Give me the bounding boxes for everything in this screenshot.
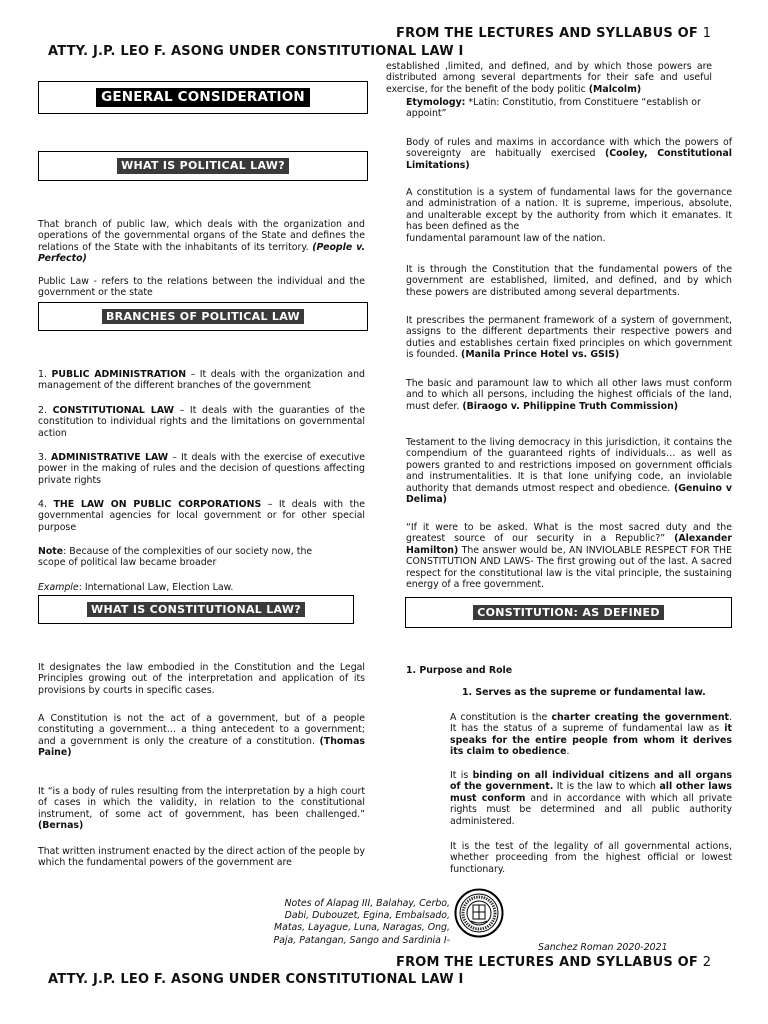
citation-people-v-perfecto: (People v. Perfecto) <box>38 241 366 265</box>
example-label: Example <box>38 582 79 593</box>
paragraph-etymology: Etymology: *Latin: Constitutio, from Constituere “establish or appoint” <box>406 97 701 120</box>
page-number-bottom: 2 <box>702 955 712 970</box>
heading-box-general <box>38 81 368 114</box>
branch-title: ADMINISTRATIVE LAW <box>51 452 169 463</box>
citation-bernas: (Bernas) <box>38 820 84 832</box>
note-label: Note <box>38 546 64 557</box>
paragraph-charter: A constitution is the charter creating the government. It has the status of a supreme of fundamental law as it speaks for the entire people from whom it derives its claim to obedience. <box>450 712 733 758</box>
paragraph-bernas: It “is a body of rules resulting from the interpretation by a high court of cases in which the validity, in relation to the constitutional instrument, of some act of government, has been challenged.” (Bernas) <box>38 786 365 832</box>
branch-item-4: 4. THE LAW ON PUBLIC CORPORATIONS – It deals with the governmental agencies for local government or for other special purpose <box>38 499 365 533</box>
paragraph-paramount: The basic and paramount law to which all other laws must conform and to which all persons, including the highest officials of the land, must defer. (Biraogo v. Philippine Truth Commission) <box>406 378 732 412</box>
header-top-line2: ATTY. J.P. LEO F. ASONG UNDER CONSTITUTIONAL LAW I <box>48 44 464 59</box>
branch-title: PUBLIC ADMINISTRATION <box>51 369 187 380</box>
paragraph-written-instrument: That written instrument enacted by the direct action of the people by which the fundamental powers of the government are <box>38 846 365 869</box>
note-paragraph: Note: Because of the complexities of our society now, the scope of political law became broader <box>38 546 313 569</box>
branch-item-2: 2. CONSTITUTIONAL LAW – It deals with the guaranties of the constitution to individual rights and the limitations on governmental action <box>38 405 365 439</box>
citation-cooley: (Cooley, Constitutional Limitations) <box>406 148 732 171</box>
paragraph-testament: Testament to the living democracy in this jurisdiction, it contains the compendium of the guaranteed rights of individuals… as well as powers granted to and restrictions imposed on government officials and instrumentalities. It is that lone unifying code, an inviolable authority that demands utmost respect and obedience. (Genuino v Delima) <box>406 437 733 506</box>
paragraph-hamilton: “If it were to be asked. What is the most sacred duty and the greatest source of our security in a Republic?” (Alexander Hamilton) The answer would be, AN INVIOLABLE RESPECT FOR THE CONSTITUTION AND LAWS- The first growing out of the last. A sacred respect for the constitutional law is the vital principle, the sustaining energy of a free government. <box>406 522 732 591</box>
heading-box-branches <box>38 302 368 331</box>
paragraph-cooley: Body of rules and maxims in accordance with which the powers of sovereignty are habitually exercised (Cooley, Constitutional Limitations) <box>406 137 732 171</box>
header-bottom-text: FROM THE LECTURES AND SYLLABUS OF <box>396 955 699 970</box>
page-number-top: 1 <box>702 26 712 41</box>
heading-purpose-and-role: 1. Purpose and Role <box>406 665 513 676</box>
branch-title: CONSTITUTIONAL LAW <box>52 405 174 416</box>
branch-title: THE LAW ON PUBLIC CORPORATIONS <box>53 499 262 510</box>
paragraph-system-of-laws: A constitution is a system of fundamental laws for the governance and administration of a nation. It is supreme, imperious, absolute, and unalterable except by the authority from which it emanates. It has been defined as the fundamental paramount law of the nation. <box>406 187 732 244</box>
paragraph-public-law: Public Law - refers to the relations between the individual and the government or the state <box>38 276 365 299</box>
heading-what-is-constitutional-law: WHAT IS CONSTITUTIONAL LAW? <box>87 602 305 617</box>
header-top-text: FROM THE LECTURES AND SYLLABUS OF <box>396 26 699 41</box>
header-bottom-line1 <box>396 955 711 971</box>
paragraph-malcolm: established ,limited, and defined, and by which those powers are distributed among several departments for their safe and useful exercise, for the benefit of the body politic (Malcolm) <box>386 61 712 95</box>
heading-box-constitutional-law <box>38 595 354 624</box>
paragraph-test-of-legality: It is the test of the legality of all governmental actions, whether proceeding from the highest official or lowest functionary. <box>450 841 732 875</box>
paragraph-prescribes: It prescribes the permanent framework of a system of government, assigns to the different departments their respective powers and duties and establishes certain fixed principles on which government is founded. (Manila Prince Hotel vs. GSIS) <box>406 315 732 361</box>
citation-manila-prince: (Manila Prince Hotel vs. GSIS) <box>461 349 620 361</box>
citation-thomas-paine: (Thomas Paine) <box>38 735 365 759</box>
branch-item-1: 1. PUBLIC ADMINISTRATION – It deals with the organization and management of the different branches of the government <box>38 369 365 392</box>
branch-item-3: 3. ADMINISTRATIVE LAW – It deals with the exercise of executive power in the making of rules and the decision of questions affecting private rights <box>38 452 365 486</box>
heading-box-political-law <box>38 151 368 181</box>
header-bottom-line2: ATTY. J.P. LEO F. ASONG UNDER CONSTITUTIONAL LAW I <box>48 972 464 987</box>
university-seal-icon <box>454 888 504 938</box>
paragraph-political-law: That branch of public law, which deals with the organization and operations of the governmental organs of the State and defines the relations of the State with the inhabitants of its territory. (People v. Perfecto) <box>38 219 366 265</box>
heading-serves-supreme-law: 1. Serves as the supreme or fundamental law. <box>462 687 706 698</box>
citation-hamilton: (Alexander Hamilton) <box>406 533 732 556</box>
heading-constitution-as-defined: CONSTITUTION: AS DEFINED <box>473 605 664 620</box>
etymology-label: Etymology: <box>406 97 466 108</box>
heading-general-consideration: GENERAL CONSIDERATION <box>96 88 310 106</box>
paragraph-designates: It designates the law embodied in the Constitution and the Legal Principles growing out of the interpretation and application of its provisions by courts in specific cases. <box>38 662 365 696</box>
heading-box-constitution-defined <box>405 597 732 628</box>
citation-biraogo: (Biraogo v. Philippine Truth Commission) <box>462 400 679 412</box>
paragraph-through-constitution: It is through the Constitution that the fundamental powers of the government are established, limited, and defined, and by which these powers are distributed among several departments. <box>406 264 732 298</box>
example-paragraph: Example: International Law, Election Law. <box>38 582 234 593</box>
paragraph-thomas-paine: A Constitution is not the act of a government, but of a people constituting a government… a thing antecedent to a government; and a government is only the creature of a constitution. (Thomas Paine) <box>38 713 365 759</box>
citation-malcolm: (Malcolm) <box>588 83 642 95</box>
header-top-line1 <box>396 26 711 42</box>
heading-what-is-political-law: WHAT IS POLITICAL LAW? <box>117 158 289 173</box>
footer-sanchez-roman: Sanchez Roman 2020-2021 <box>538 942 668 953</box>
citation-genuino: (Genuino v Delima) <box>406 482 733 506</box>
paragraph-binding: It is binding on all individual citizens and all organs of the government. It is the law to which all other laws must conform and in accordance with which all private rights must be determined and all public authority administered. <box>450 770 733 827</box>
heading-branches-of-political-law: BRANCHES OF POLITICAL LAW <box>102 309 304 324</box>
notes-of-authors: Notes of Alapag III, Balahay, Cerbo, Dabi, Dubouzet, Egina, Embalsado, Matas, Layague, Luna, Naragas, Ong, Paja, Patangan, Sango and Sardinia I- <box>273 898 450 946</box>
